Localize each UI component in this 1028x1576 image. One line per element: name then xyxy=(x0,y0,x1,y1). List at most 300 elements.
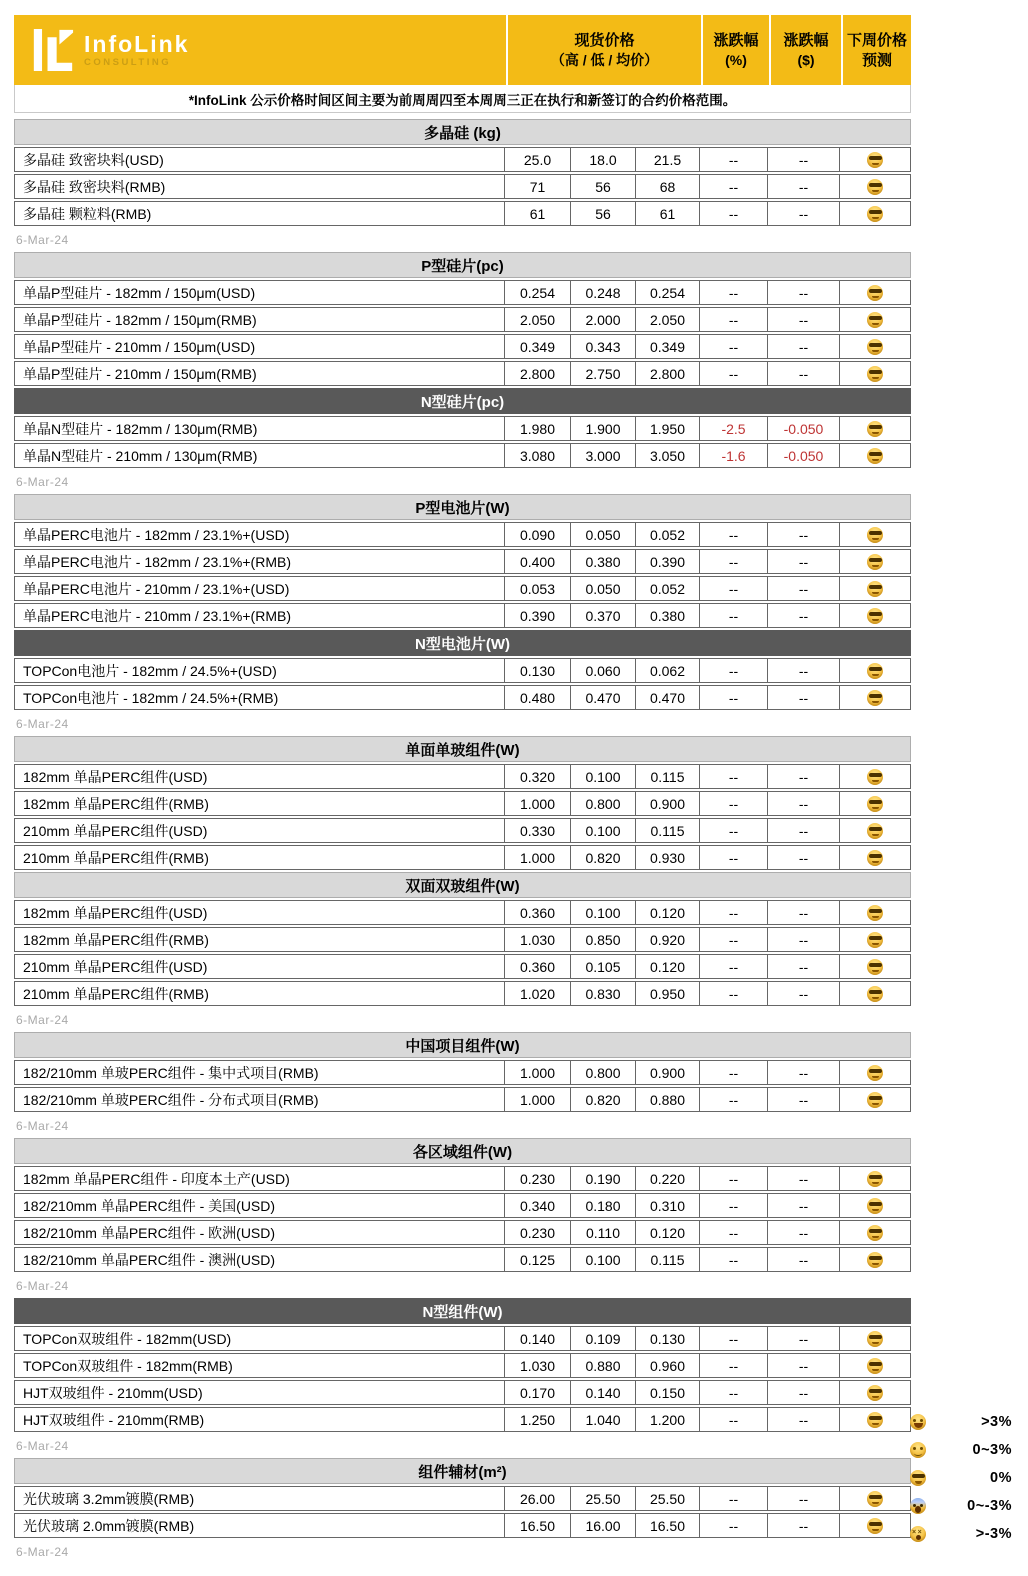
row-value: -- xyxy=(700,577,768,600)
row-value: 0.254 xyxy=(505,281,571,304)
row-value: 0.480 xyxy=(505,686,571,709)
row-value: -- xyxy=(700,686,768,709)
table-row xyxy=(14,1060,911,1085)
table-row xyxy=(14,1166,911,1191)
row-value: -- xyxy=(700,1354,768,1377)
legend-label: 0~3% xyxy=(972,1442,1012,1458)
row-value: 3.080 xyxy=(505,444,571,467)
row-label: HJT双玻组件 - 210mm(RMB) xyxy=(15,1408,505,1431)
row-value: -- xyxy=(768,1487,840,1510)
row-value: -- xyxy=(768,765,840,788)
row-value: -- xyxy=(768,1514,840,1537)
forecast-cell xyxy=(840,1487,910,1510)
row-label: 182mm 单晶PERC组件(USD) xyxy=(15,765,505,788)
table-row xyxy=(14,1087,911,1112)
forecast-cell xyxy=(840,335,910,358)
row-value: -- xyxy=(700,175,768,198)
row-value: -- xyxy=(768,550,840,573)
row-value: 61 xyxy=(505,202,571,225)
row-value: -- xyxy=(768,1381,840,1404)
table-row xyxy=(14,147,911,172)
scream-emoji-icon xyxy=(910,1498,926,1514)
row-label: 182mm 单晶PERC组件(USD) xyxy=(15,901,505,924)
forecast-cell xyxy=(840,148,910,171)
sunglasses-emoji-icon xyxy=(867,1171,883,1187)
table-row xyxy=(14,685,911,710)
forecast-cell xyxy=(840,928,910,951)
row-value: 0.109 xyxy=(571,1327,636,1350)
row-value: -- xyxy=(768,175,840,198)
sunglasses-emoji-icon xyxy=(867,1065,883,1081)
section-header: N型硅片(pc) xyxy=(14,388,911,414)
row-value: 1.030 xyxy=(505,1354,571,1377)
row-value: 0.343 xyxy=(571,335,636,358)
row-value: -- xyxy=(700,1061,768,1084)
forecast-cell xyxy=(840,901,910,924)
row-value: -- xyxy=(700,202,768,225)
row-value: -- xyxy=(768,982,840,1005)
row-value: 0.390 xyxy=(505,604,571,627)
row-value: -- xyxy=(700,1088,768,1111)
sunglasses-emoji-icon xyxy=(867,581,883,597)
legend-item xyxy=(910,1520,1012,1548)
row-value: -- xyxy=(768,1088,840,1111)
row-value: -- xyxy=(700,1381,768,1404)
row-value: -- xyxy=(700,148,768,171)
row-value: 0.150 xyxy=(636,1381,700,1404)
forecast-cell xyxy=(840,846,910,869)
forecast-cell xyxy=(840,444,910,467)
row-value: 1.000 xyxy=(505,1088,571,1111)
row-value: 0.360 xyxy=(505,901,571,924)
row-value: 0.050 xyxy=(571,577,636,600)
row-value: 0.060 xyxy=(571,659,636,682)
row-value: -- xyxy=(700,550,768,573)
row-value: 0.930 xyxy=(636,846,700,869)
table-row xyxy=(14,522,911,547)
row-label: 210mm 单晶PERC组件(USD) xyxy=(15,819,505,842)
price-section-block xyxy=(14,252,911,494)
row-value: -- xyxy=(768,955,840,978)
price-section-block xyxy=(14,494,911,736)
row-value: -- xyxy=(700,846,768,869)
sunglasses-emoji-icon xyxy=(910,1470,926,1486)
row-label: 单晶PERC电池片 - 182mm / 23.1%+(USD) xyxy=(15,523,505,546)
date-stamp: 6-Mar-24 xyxy=(16,475,69,489)
sunglasses-emoji-icon xyxy=(867,421,883,437)
row-value: -- xyxy=(700,901,768,924)
row-label: 182/210mm 单玻PERC组件 - 分布式项目(RMB) xyxy=(15,1088,505,1111)
section-header: 双面双玻组件(W) xyxy=(14,872,911,898)
section-header: 各区域组件(W) xyxy=(14,1138,911,1164)
row-value: 0.400 xyxy=(505,550,571,573)
price-section-block xyxy=(14,1298,911,1458)
row-label: 210mm 单晶PERC组件(RMB) xyxy=(15,846,505,869)
sunglasses-emoji-icon xyxy=(867,1198,883,1214)
date-stamp: 6-Mar-24 xyxy=(16,1279,69,1293)
row-value: 26.00 xyxy=(505,1487,571,1510)
table-row xyxy=(14,361,911,386)
row-value: 2.750 xyxy=(571,362,636,385)
change-usd-sublabel: ($) xyxy=(797,52,815,68)
price-table xyxy=(14,15,911,1564)
section-header: P型电池片(W) xyxy=(14,494,911,520)
section-header: P型硅片(pc) xyxy=(14,252,911,278)
sunglasses-emoji-icon xyxy=(867,312,883,328)
legend-item xyxy=(910,1436,1012,1464)
row-label: 182/210mm 单晶PERC组件 - 美国(USD) xyxy=(15,1194,505,1217)
price-period-note: *InfoLink 公示价格时间区间主要为前周周四至本周周三正在执行和新签订的合约价格范围。 xyxy=(14,85,911,113)
change-pct-label: 涨跌幅 xyxy=(713,32,759,49)
row-value: -- xyxy=(700,1167,768,1190)
table-row xyxy=(14,658,911,683)
row-label: TOPCon双玻组件 - 182mm(USD) xyxy=(15,1327,505,1350)
forecast-cell xyxy=(840,281,910,304)
forecast-label: 下周价格 xyxy=(846,31,907,49)
date-stamp: 6-Mar-24 xyxy=(16,1439,69,1453)
row-value: 0.115 xyxy=(636,765,700,788)
sunglasses-emoji-icon xyxy=(867,1092,883,1108)
row-value: -- xyxy=(700,928,768,951)
table-row xyxy=(14,1220,911,1245)
row-label: 单晶PERC电池片 - 182mm / 23.1%+(RMB) xyxy=(15,550,505,573)
sunglasses-emoji-icon xyxy=(867,152,883,168)
row-value: 1.950 xyxy=(636,417,700,440)
section-header: 组件辅材(m²) xyxy=(14,1458,911,1484)
row-label: 182/210mm 单晶PERC组件 - 澳洲(USD) xyxy=(15,1248,505,1271)
forecast-cell xyxy=(840,982,910,1005)
row-value: 25.50 xyxy=(636,1487,700,1510)
forecast-cell xyxy=(840,577,910,600)
forecast-sublabel: 预测 xyxy=(861,51,892,69)
price-section-block xyxy=(14,1032,911,1138)
row-value: -- xyxy=(700,982,768,1005)
row-value: -- xyxy=(768,1194,840,1217)
forecast-cell xyxy=(840,792,910,815)
sunglasses-emoji-icon xyxy=(867,1252,883,1268)
legend-item xyxy=(910,1492,1012,1520)
legend-item xyxy=(910,1464,1012,1492)
row-value: -- xyxy=(768,362,840,385)
row-value: 0.140 xyxy=(505,1327,571,1350)
table-row xyxy=(14,900,911,925)
row-value: -- xyxy=(700,1408,768,1431)
sunglasses-emoji-icon xyxy=(867,690,883,706)
row-value: 61 xyxy=(636,202,700,225)
table-row xyxy=(14,307,911,332)
row-label: 182/210mm 单晶PERC组件 - 欧洲(USD) xyxy=(15,1221,505,1244)
section-blocks xyxy=(14,119,911,1564)
section-header: 中国项目组件(W) xyxy=(14,1032,911,1058)
row-value: 0.370 xyxy=(571,604,636,627)
sunglasses-emoji-icon xyxy=(867,554,883,570)
table-row xyxy=(14,1247,911,1272)
brand-header xyxy=(14,15,911,85)
row-value: -- xyxy=(768,281,840,304)
row-value: 0.053 xyxy=(505,577,571,600)
table-row xyxy=(14,549,911,574)
row-value: 0.230 xyxy=(505,1167,571,1190)
row-value: -- xyxy=(700,659,768,682)
row-value: -- xyxy=(768,1061,840,1084)
brand-cell xyxy=(14,15,506,85)
row-value: 25.50 xyxy=(571,1487,636,1510)
brand-subtitle: CONSULTING xyxy=(84,57,172,69)
sunglasses-emoji-icon xyxy=(867,366,883,382)
sunglasses-emoji-icon xyxy=(867,1412,883,1428)
row-value: 0.340 xyxy=(505,1194,571,1217)
row-value: 18.0 xyxy=(571,148,636,171)
row-value: 0.254 xyxy=(636,281,700,304)
row-value: 1.030 xyxy=(505,928,571,951)
row-value: 0.100 xyxy=(571,819,636,842)
row-value: 0.950 xyxy=(636,982,700,1005)
forecast-cell xyxy=(840,1248,910,1271)
row-value: 0.360 xyxy=(505,955,571,978)
sunglasses-emoji-icon xyxy=(867,1385,883,1401)
dizzy-emoji-icon xyxy=(910,1526,926,1542)
row-label: TOPCon双玻组件 - 182mm(RMB) xyxy=(15,1354,505,1377)
row-value: 0.052 xyxy=(636,523,700,546)
forecast-cell xyxy=(840,1167,910,1190)
sunglasses-emoji-icon xyxy=(867,905,883,921)
row-value: -- xyxy=(700,281,768,304)
forecast-cell xyxy=(840,604,910,627)
row-value: 0.140 xyxy=(571,1381,636,1404)
sunglasses-emoji-icon xyxy=(867,1518,883,1534)
section-header: N型电池片(W) xyxy=(14,630,911,656)
forecast-legend xyxy=(910,1408,1012,1548)
row-value: 0.880 xyxy=(636,1088,700,1111)
row-value: 21.5 xyxy=(636,148,700,171)
row-value: 0.310 xyxy=(636,1194,700,1217)
row-value: -- xyxy=(768,1248,840,1271)
sunglasses-emoji-icon xyxy=(867,1358,883,1374)
row-value: 2.000 xyxy=(571,308,636,331)
row-value: -- xyxy=(768,604,840,627)
table-row xyxy=(14,1326,911,1351)
row-value: 0.170 xyxy=(505,1381,571,1404)
legend-label: >3% xyxy=(981,1414,1012,1430)
row-value: 2.800 xyxy=(636,362,700,385)
spot-price-label: 现货价格 xyxy=(574,32,635,49)
row-value: -- xyxy=(768,523,840,546)
row-label: 182mm 单晶PERC组件(RMB) xyxy=(15,928,505,951)
row-label: 182mm 单晶PERC组件(RMB) xyxy=(15,792,505,815)
table-row xyxy=(14,280,911,305)
row-value: 1.000 xyxy=(505,846,571,869)
row-value: 1.000 xyxy=(505,792,571,815)
column-header-spot-price xyxy=(506,15,701,85)
smile-emoji-icon xyxy=(910,1442,926,1458)
row-value: -- xyxy=(768,792,840,815)
forecast-cell xyxy=(840,1221,910,1244)
row-value: 0.470 xyxy=(571,686,636,709)
sunglasses-emoji-icon xyxy=(867,986,883,1002)
sunglasses-emoji-icon xyxy=(867,608,883,624)
sunglasses-emoji-icon xyxy=(867,663,883,679)
row-value: -- xyxy=(768,686,840,709)
row-value: 1.040 xyxy=(571,1408,636,1431)
row-value: 0.380 xyxy=(571,550,636,573)
brand-name: InfoLink xyxy=(84,31,190,58)
sunglasses-emoji-icon xyxy=(867,1491,883,1507)
forecast-cell xyxy=(840,175,910,198)
row-value: -- xyxy=(700,335,768,358)
row-value: 0.052 xyxy=(636,577,700,600)
table-row xyxy=(14,1353,911,1378)
table-row xyxy=(14,174,911,199)
table-row xyxy=(14,791,911,816)
table-row xyxy=(14,981,911,1006)
date-stamp: 6-Mar-24 xyxy=(16,233,69,247)
row-value: -- xyxy=(768,1167,840,1190)
table-row xyxy=(14,576,911,601)
forecast-cell xyxy=(840,659,910,682)
date-stamp: 6-Mar-24 xyxy=(16,717,69,731)
sunglasses-emoji-icon xyxy=(867,796,883,812)
row-value: 0.125 xyxy=(505,1248,571,1271)
row-value: 0.920 xyxy=(636,928,700,951)
row-value: 0.470 xyxy=(636,686,700,709)
row-value: 0.100 xyxy=(571,765,636,788)
row-value: 0.960 xyxy=(636,1354,700,1377)
date-stamp: 6-Mar-24 xyxy=(16,1545,69,1559)
row-value: 0.330 xyxy=(505,819,571,842)
table-row xyxy=(14,1380,911,1405)
row-value: -- xyxy=(700,765,768,788)
row-value: -- xyxy=(768,659,840,682)
row-label: 单晶P型硅片 - 210mm / 150μm(RMB) xyxy=(15,362,505,385)
row-value: 0.190 xyxy=(571,1167,636,1190)
forecast-cell xyxy=(840,1327,910,1350)
row-value: 2.050 xyxy=(505,308,571,331)
row-value: 1.000 xyxy=(505,1061,571,1084)
forecast-cell xyxy=(840,1194,910,1217)
change-usd-label: 涨跌幅 xyxy=(783,32,829,49)
row-value: -- xyxy=(768,846,840,869)
table-row xyxy=(14,334,911,359)
row-value: -- xyxy=(768,335,840,358)
sunglasses-emoji-icon xyxy=(867,850,883,866)
row-value: -1.6 xyxy=(700,444,768,467)
forecast-cell xyxy=(840,362,910,385)
row-label: 多晶硅 致密块料(RMB) xyxy=(15,175,505,198)
row-value: 0.230 xyxy=(505,1221,571,1244)
forecast-cell xyxy=(840,1354,910,1377)
row-value: -- xyxy=(700,523,768,546)
sunglasses-emoji-icon xyxy=(867,285,883,301)
row-value: 0.115 xyxy=(636,1248,700,1271)
forecast-cell xyxy=(840,1381,910,1404)
forecast-cell xyxy=(840,1088,910,1111)
row-value: 2.800 xyxy=(505,362,571,385)
table-row xyxy=(14,954,911,979)
sunglasses-emoji-icon xyxy=(867,1225,883,1241)
row-value: -- xyxy=(700,1248,768,1271)
row-value: 0.105 xyxy=(571,955,636,978)
row-value: 0.100 xyxy=(571,901,636,924)
row-label: 光伏玻璃 2.0mm镀膜(RMB) xyxy=(15,1514,505,1537)
row-label: HJT双玻组件 - 210mm(USD) xyxy=(15,1381,505,1404)
forecast-cell xyxy=(840,1408,910,1431)
price-section-block xyxy=(14,736,911,1032)
legend-label: >-3% xyxy=(975,1526,1012,1542)
row-value: 0.820 xyxy=(571,846,636,869)
row-value: -- xyxy=(768,928,840,951)
section-header: N型组件(W) xyxy=(14,1298,911,1324)
sunglasses-emoji-icon xyxy=(867,959,883,975)
row-value: -- xyxy=(700,604,768,627)
row-value: 0.830 xyxy=(571,982,636,1005)
row-value: 25.0 xyxy=(505,148,571,171)
spot-price-sublabel: （高 / 低 / 均价） xyxy=(550,52,659,68)
column-header-change-usd xyxy=(769,15,841,85)
row-value: -- xyxy=(700,362,768,385)
row-label: 单晶P型硅片 - 182mm / 150μm(USD) xyxy=(15,281,505,304)
row-value: 0.900 xyxy=(636,792,700,815)
row-value: -- xyxy=(768,819,840,842)
row-value: -- xyxy=(700,1487,768,1510)
row-value: 16.50 xyxy=(505,1514,571,1537)
row-value: -- xyxy=(700,1194,768,1217)
table-row xyxy=(14,603,911,628)
row-value: -- xyxy=(768,577,840,600)
row-value: 0.100 xyxy=(571,1248,636,1271)
sunglasses-emoji-icon xyxy=(867,527,883,543)
row-value: 0.050 xyxy=(571,523,636,546)
table-row xyxy=(14,416,911,441)
table-row xyxy=(14,1486,911,1511)
row-value: 1.200 xyxy=(636,1408,700,1431)
row-value: 1.020 xyxy=(505,982,571,1005)
row-value: 0.320 xyxy=(505,765,571,788)
row-value: 0.180 xyxy=(571,1194,636,1217)
sunglasses-emoji-icon xyxy=(867,932,883,948)
forecast-cell xyxy=(840,417,910,440)
row-value: -- xyxy=(768,1408,840,1431)
legend-label: 0~-3% xyxy=(967,1498,1012,1514)
row-label: 单晶N型硅片 - 182mm / 130μm(RMB) xyxy=(15,417,505,440)
row-value: 0.110 xyxy=(571,1221,636,1244)
section-header: 单面单玻组件(W) xyxy=(14,736,911,762)
sunglasses-emoji-icon xyxy=(867,769,883,785)
table-row xyxy=(14,1407,911,1432)
row-value: 0.900 xyxy=(636,1061,700,1084)
row-value: 68 xyxy=(636,175,700,198)
row-value: -- xyxy=(768,901,840,924)
row-value: 0.120 xyxy=(636,1221,700,1244)
forecast-cell xyxy=(840,819,910,842)
row-value: 0.820 xyxy=(571,1088,636,1111)
column-header-forecast xyxy=(841,15,911,85)
row-value: 0.390 xyxy=(636,550,700,573)
row-value: 0.380 xyxy=(636,604,700,627)
date-stamp: 6-Mar-24 xyxy=(16,1013,69,1027)
row-value: 0.115 xyxy=(636,819,700,842)
row-value: 3.000 xyxy=(571,444,636,467)
sunglasses-emoji-icon xyxy=(867,206,883,222)
row-label: 单晶PERC电池片 - 210mm / 23.1%+(RMB) xyxy=(15,604,505,627)
forecast-cell xyxy=(840,686,910,709)
row-value: 56 xyxy=(571,175,636,198)
price-section-block xyxy=(14,119,911,252)
row-value: 0.130 xyxy=(505,659,571,682)
row-value: -- xyxy=(700,1327,768,1350)
change-pct-sublabel: (%) xyxy=(725,52,747,68)
infolink-logo-icon xyxy=(32,28,74,72)
row-value: 0.349 xyxy=(636,335,700,358)
